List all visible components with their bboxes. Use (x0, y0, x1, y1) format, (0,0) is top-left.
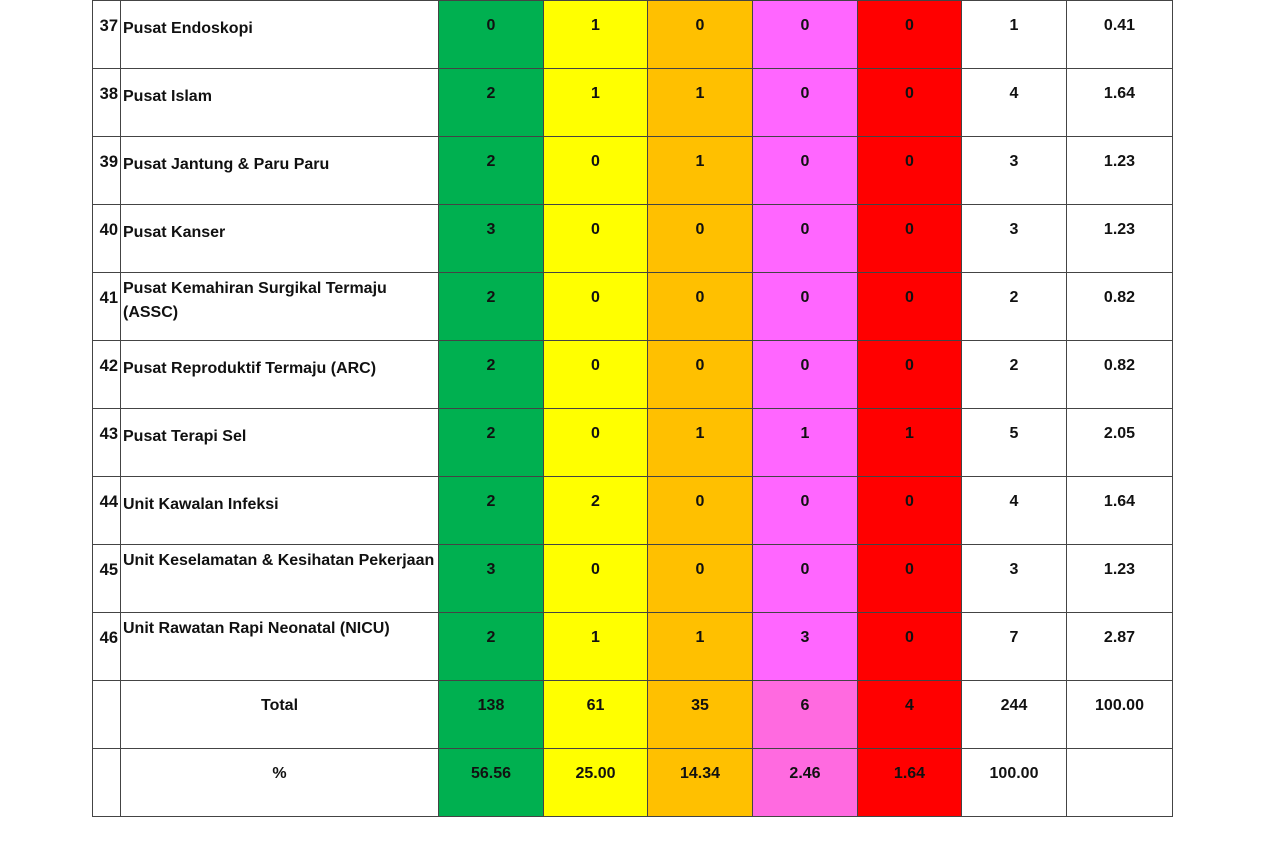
total-row-cell-yellow: 61 (544, 681, 648, 749)
table-body (93, 1, 1173, 817)
count-cell-green: 2 (439, 477, 544, 545)
count-cell-orange: 1 (648, 409, 753, 477)
count-cell-red: 0 (858, 545, 962, 613)
count-cell-yellow: 0 (544, 545, 648, 613)
count-cell-orange: 0 (648, 1, 753, 69)
empty-number-cell (93, 681, 121, 749)
count-cell-orange: 0 (648, 477, 753, 545)
count-cell-yellow: 0 (544, 137, 648, 205)
row-total-cell: 2 (962, 273, 1067, 341)
row-total-cell: 5 (962, 409, 1067, 477)
count-cell-green: 2 (439, 137, 544, 205)
count-cell-orange: 1 (648, 69, 753, 137)
count-cell-pink: 0 (753, 477, 858, 545)
count-cell-pink: 0 (753, 1, 858, 69)
summary-table (92, 0, 1173, 817)
count-cell-red: 0 (858, 69, 962, 137)
table-row (93, 341, 1173, 409)
count-cell-green: 0 (439, 1, 544, 69)
percent-row-cell-pink: 2.46 (753, 749, 858, 817)
unit-name-cell: Unit Rawatan Rapi Neonatal (NICU) (121, 613, 439, 681)
row-total-cell: 4 (962, 69, 1067, 137)
row-percent-cell: 1.64 (1067, 69, 1173, 137)
count-cell-red: 0 (858, 273, 962, 341)
total-row-cell-red: 4 (858, 681, 962, 749)
count-cell-green: 2 (439, 341, 544, 409)
count-cell-red: 0 (858, 205, 962, 273)
row-percent-cell: 0.82 (1067, 341, 1173, 409)
table-row (93, 477, 1173, 545)
total-row-cell-pink: 6 (753, 681, 858, 749)
count-cell-green: 2 (439, 273, 544, 341)
unit-name-cell: Pusat Reproduktif Termaju (ARC) (121, 341, 439, 409)
percent-row-cell-yellow: 25.00 (544, 749, 648, 817)
row-number-cell: 41 (93, 273, 121, 341)
count-cell-pink: 0 (753, 205, 858, 273)
total-row-label: Total (121, 681, 439, 749)
count-cell-red: 0 (858, 137, 962, 205)
row-total-cell: 3 (962, 545, 1067, 613)
count-cell-green: 3 (439, 205, 544, 273)
count-cell-pink: 3 (753, 613, 858, 681)
row-number-cell: 45 (93, 545, 121, 613)
row-number-cell: 42 (93, 341, 121, 409)
row-percent-cell: 1.23 (1067, 205, 1173, 273)
row-number-cell: 44 (93, 477, 121, 545)
row-total-cell: 1 (962, 1, 1067, 69)
row-total-cell: 2 (962, 341, 1067, 409)
unit-name-cell: Pusat Kanser (121, 205, 439, 273)
total-row-total-cell: 244 (962, 681, 1067, 749)
count-cell-red: 0 (858, 1, 962, 69)
row-number-cell: 37 (93, 1, 121, 69)
count-cell-green: 2 (439, 613, 544, 681)
table-row (93, 613, 1173, 681)
count-cell-yellow: 1 (544, 613, 648, 681)
count-cell-green: 2 (439, 69, 544, 137)
row-percent-cell: 2.87 (1067, 613, 1173, 681)
unit-name-cell: Pusat Terapi Sel (121, 409, 439, 477)
table-row (93, 137, 1173, 205)
table-row (93, 409, 1173, 477)
count-cell-pink: 0 (753, 341, 858, 409)
total-row (93, 681, 1173, 749)
percent-row-label: % (121, 749, 439, 817)
row-total-cell: 3 (962, 205, 1067, 273)
count-cell-pink: 0 (753, 69, 858, 137)
count-cell-yellow: 0 (544, 273, 648, 341)
unit-name-cell: Pusat Endoskopi (121, 1, 439, 69)
table-row (93, 205, 1173, 273)
count-cell-orange: 1 (648, 137, 753, 205)
count-cell-orange: 0 (648, 545, 753, 613)
row-total-cell: 4 (962, 477, 1067, 545)
unit-name-cell: Pusat Jantung & Paru Paru (121, 137, 439, 205)
row-number-cell: 46 (93, 613, 121, 681)
total-row-cell-orange: 35 (648, 681, 753, 749)
table-row (93, 1, 1173, 69)
table-row (93, 69, 1173, 137)
count-cell-red: 0 (858, 341, 962, 409)
unit-name-cell: Unit Keselamatan & Kesihatan Pekerjaan (121, 545, 439, 613)
percent-row (93, 749, 1173, 817)
row-number-cell: 43 (93, 409, 121, 477)
count-cell-orange: 1 (648, 613, 753, 681)
row-number-cell: 40 (93, 205, 121, 273)
row-number-cell: 39 (93, 137, 121, 205)
row-percent-cell: 0.82 (1067, 273, 1173, 341)
percent-row-cell-green: 56.56 (439, 749, 544, 817)
row-percent-cell: 0.41 (1067, 1, 1173, 69)
table-row (93, 273, 1173, 341)
count-cell-green: 2 (439, 409, 544, 477)
count-cell-yellow: 0 (544, 409, 648, 477)
count-cell-red: 0 (858, 477, 962, 545)
count-cell-orange: 0 (648, 273, 753, 341)
count-cell-yellow: 2 (544, 477, 648, 545)
count-cell-pink: 0 (753, 137, 858, 205)
count-cell-orange: 0 (648, 205, 753, 273)
count-cell-yellow: 0 (544, 205, 648, 273)
unit-name-cell: Unit Kawalan Infeksi (121, 477, 439, 545)
total-row-percent-cell: 100.00 (1067, 681, 1173, 749)
count-cell-pink: 0 (753, 545, 858, 613)
count-cell-pink: 0 (753, 273, 858, 341)
empty-number-cell (93, 749, 121, 817)
row-percent-cell: 1.23 (1067, 545, 1173, 613)
table-row (93, 545, 1173, 613)
row-total-cell: 7 (962, 613, 1067, 681)
row-total-cell: 3 (962, 137, 1067, 205)
count-cell-yellow: 1 (544, 69, 648, 137)
row-percent-cell: 1.23 (1067, 137, 1173, 205)
count-cell-red: 0 (858, 613, 962, 681)
count-cell-orange: 0 (648, 341, 753, 409)
percent-row-percent-cell (1067, 749, 1173, 817)
row-percent-cell: 2.05 (1067, 409, 1173, 477)
row-percent-cell: 1.64 (1067, 477, 1173, 545)
percent-row-cell-red: 1.64 (858, 749, 962, 817)
percent-row-total-cell: 100.00 (962, 749, 1067, 817)
count-cell-green: 3 (439, 545, 544, 613)
percent-row-cell-orange: 14.34 (648, 749, 753, 817)
unit-name-cell: Pusat Islam (121, 69, 439, 137)
total-row-cell-green: 138 (439, 681, 544, 749)
count-cell-pink: 1 (753, 409, 858, 477)
row-number-cell: 38 (93, 69, 121, 137)
count-cell-yellow: 1 (544, 1, 648, 69)
unit-name-cell: Pusat Kemahiran Surgikal Termaju (ASSC) (121, 273, 439, 341)
count-cell-yellow: 0 (544, 341, 648, 409)
count-cell-red: 1 (858, 409, 962, 477)
